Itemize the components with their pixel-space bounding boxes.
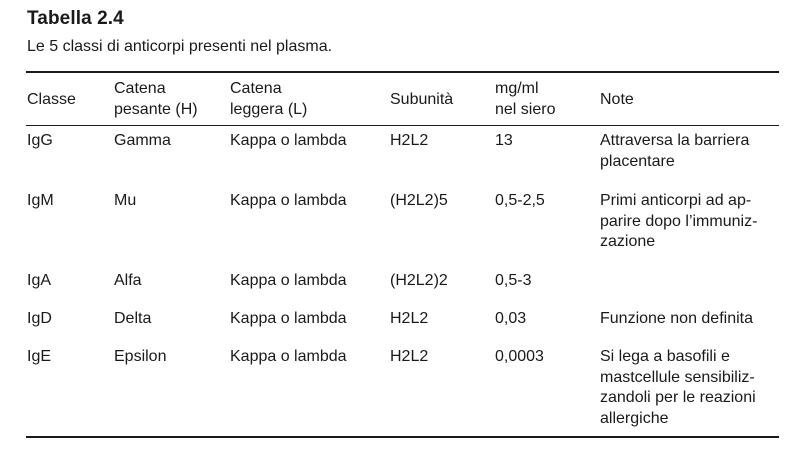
bottom-rule — [26, 436, 779, 438]
cell-note-line: Funzione non definita — [600, 310, 753, 327]
cell-note-line: allergiche — [600, 409, 669, 427]
cell-catena-leggera: Kappa o lambda — [230, 310, 347, 327]
cell-subunita: H2L2 — [390, 348, 429, 365]
cell-subunita: (H2L2)5 — [390, 192, 448, 209]
header-classe: Classe — [27, 91, 76, 108]
table-title: Tabella 2.4 — [27, 8, 124, 29]
header-mgml-line-2: nel siero — [495, 100, 556, 118]
cell-catena-leggera: Kappa o lambda — [230, 348, 347, 365]
cell-mgml: 0,03 — [495, 310, 527, 327]
header-mgml — [495, 79, 555, 120]
cell-note — [600, 191, 780, 253]
cell-note-line: parire dopo l’immuniz- — [600, 212, 758, 230]
header-catena-pesante-line-2: pesante (H) — [114, 100, 198, 118]
cell-note — [600, 309, 780, 330]
cell-note — [600, 131, 780, 172]
cell-catena-pesante: Gamma — [114, 132, 171, 149]
cell-catena-pesante: Mu — [114, 192, 137, 209]
header-catena-pesante-line-1: Catena — [114, 80, 166, 97]
cell-subunita: H2L2 — [390, 132, 429, 149]
cell-note-line: Attraversa la barriera — [600, 132, 750, 149]
cell-mgml: 13 — [495, 132, 513, 149]
cell-note-line: placentare — [600, 152, 675, 170]
cell-note-line: Primi anticorpi ad ap- — [600, 192, 752, 209]
header-catena-leggera-line-2: leggera (L) — [230, 100, 308, 118]
header-catena-pesante — [114, 79, 198, 120]
cell-catena-leggera: Kappa o lambda — [230, 272, 347, 289]
header-rule — [26, 125, 779, 126]
cell-catena-leggera: Kappa o lambda — [230, 192, 347, 209]
cell-mgml: 0,5-2,5 — [495, 192, 545, 209]
cell-classe: IgM — [27, 192, 54, 209]
header-subunita: Subunità — [390, 91, 454, 108]
cell-note-line: Si lega a basofili e — [600, 348, 730, 365]
cell-subunita: (H2L2)2 — [390, 272, 448, 289]
table-caption: Le 5 classi di anticorpi presenti nel plasma. — [27, 38, 333, 55]
header-note: Note — [600, 91, 634, 108]
cell-classe: IgG — [27, 132, 53, 149]
cell-catena-pesante: Delta — [114, 310, 152, 327]
header-mgml-line-1: mg/ml — [495, 80, 539, 97]
cell-note-line: zandoli per le reazioni — [600, 389, 756, 406]
cell-catena-pesante: Alfa — [114, 272, 142, 289]
cell-catena-pesante: Epsilon — [114, 348, 167, 365]
cell-note — [600, 347, 780, 429]
cell-mgml: 0,0003 — [495, 348, 544, 365]
cell-note-line: zazione — [600, 233, 656, 250]
cell-classe: IgA — [27, 272, 52, 289]
cell-catena-leggera: Kappa o lambda — [230, 132, 347, 149]
header-catena-leggera — [230, 79, 307, 120]
top-rule — [26, 71, 779, 73]
cell-subunita: H2L2 — [390, 310, 429, 327]
cell-mgml: 0,5-3 — [495, 272, 532, 289]
cell-note-line: mastcellule sensibiliz- — [600, 368, 755, 386]
header-catena-leggera-line-1: Catena — [230, 80, 282, 97]
cell-classe: IgE — [27, 348, 52, 365]
cell-classe: IgD — [27, 310, 52, 327]
